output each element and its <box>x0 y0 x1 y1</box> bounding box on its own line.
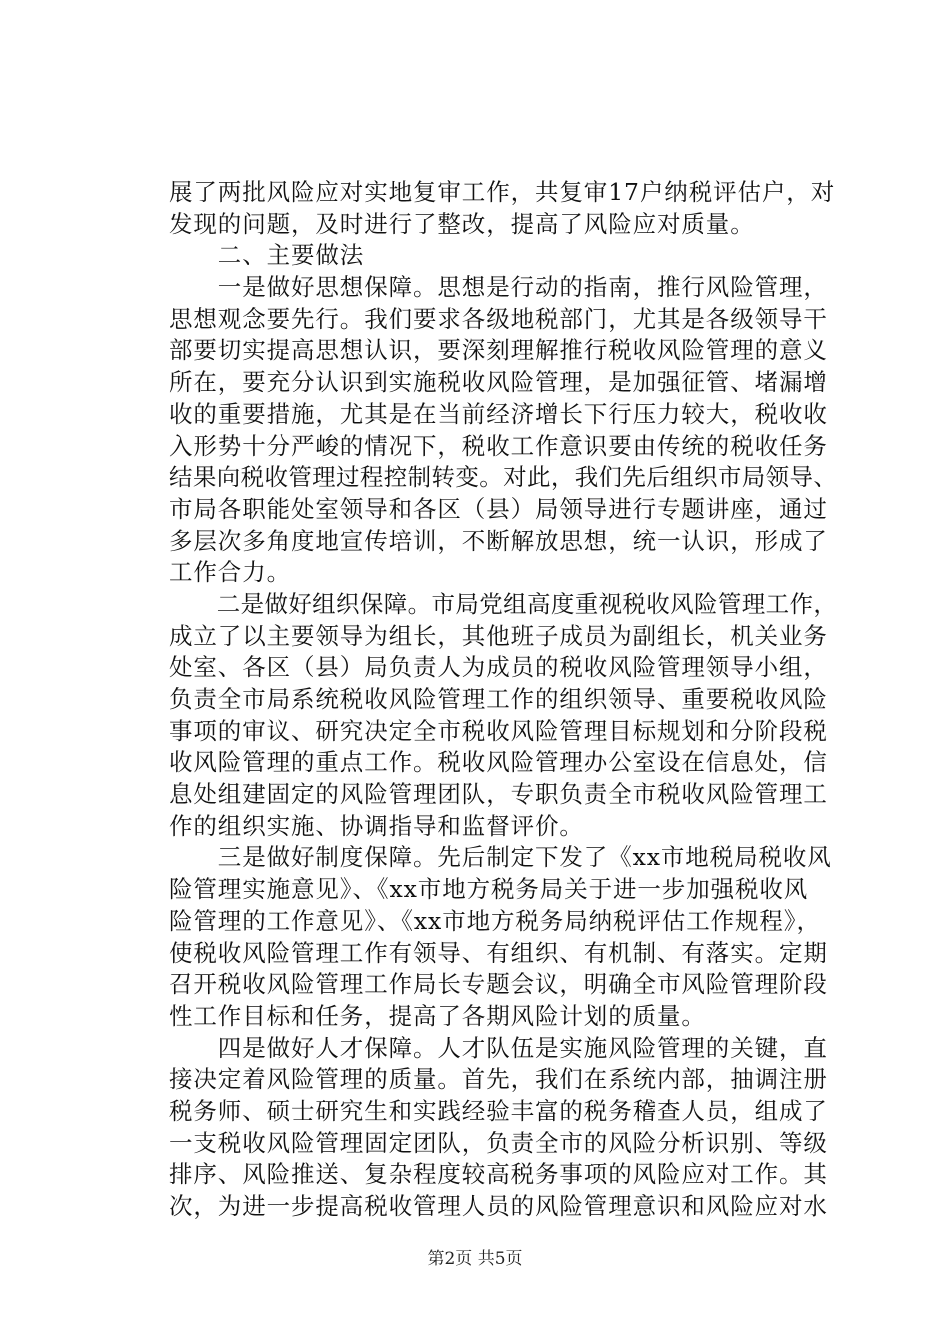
text-line: 一支税收风险管理固定团队，负责全市的风险分析识别、等级 <box>169 1128 828 1157</box>
text-line: 事项的审议、研究决定全市税收风险管理目标规划和分阶段税 <box>169 716 828 745</box>
text-line: 负责全市局系统税收风险管理工作的组织领导、重要税收风险 <box>169 685 828 713</box>
text-line: 收的重要措施，尤其是在当前经济增长下行压力较大，税收收 <box>169 399 828 428</box>
text-line: 险管理的工作意见》、《xx市地方税务局纳税评估工作规程》， <box>169 906 821 935</box>
text-line: 成立了以主要领导为组长，其他班子成员为副组长，机关业务 <box>169 621 828 650</box>
text-line: 险管理实施意见》、《xx市地方税务局关于进一步加强税收风 <box>169 875 809 904</box>
text-line: 税务师、硕士研究生和实践经验丰富的税务稽查人员，组成了 <box>169 1096 828 1125</box>
text-line: 入形势十分严峻的情况下，税收工作意识要由传统的税收任务 <box>169 431 828 460</box>
text-line: 接决定着风险管理的质量。首先，我们在系统内部，抽调注册 <box>169 1065 828 1094</box>
text-line: 次，为进一步提高税收管理人员的风险管理意识和风险应对水 <box>169 1192 828 1220</box>
text-line: 展了两批风险应对实地复审工作，共复审17户纳税评估户，对 <box>169 178 836 206</box>
text-line: 召开税收风险管理工作局长专题会议，明确全市风险管理阶段 <box>169 970 828 999</box>
text-line: 作的组织实施、协调指导和监督评价。 <box>169 811 584 840</box>
text-line: 性工作目标和任务，提高了各期风险计划的质量。 <box>169 1001 706 1030</box>
text-line: 三是做好制度保障。先后制定下发了《xx市地税局税收风 <box>169 843 832 872</box>
text-line: 工作合力。 <box>169 558 291 587</box>
text-line: 一是做好思想保障。思想是行动的指南，推行风险管理， <box>169 273 828 302</box>
text-line: 处室、各区（县）局负责人为成员的税收风险管理领导小组， <box>169 653 828 682</box>
page-number-footer: 第2页 共5页 <box>427 1249 523 1269</box>
text-line: 息处组建固定的风险管理团队，专职负责全市税收风险管理工 <box>169 780 828 809</box>
section-heading: 二、主要做法 <box>169 241 365 270</box>
text-line: 思想观念要先行。我们要求各级地税部门，尤其是各级领导干 <box>169 304 828 333</box>
text-line: 排序、风险推送、复杂程度较高税务事项的风险应对工作。其 <box>169 1160 828 1189</box>
text-line: 使税收风险管理工作有领导、有组织、有机制、有落实。定期 <box>169 938 828 967</box>
text-line: 市局各职能处室领导和各区（县）局领导进行专题讲座，通过 <box>169 494 828 523</box>
text-line: 发现的问题，及时进行了整改，提高了风险应对质量。 <box>169 209 755 238</box>
document-body <box>169 177 837 1223</box>
text-line: 多层次多角度地宣传培训，不断解放思想，统一认识，形成了 <box>169 526 828 555</box>
text-line: 四是做好人才保障。人才队伍是实施风险管理的关键，直 <box>169 1033 828 1062</box>
text-line: 部要切实提高思想认识，要深刻理解推行税收风险管理的意义 <box>169 336 828 365</box>
text-line: 收风险管理的重点工作。税收风险管理办公室设在信息处，信 <box>169 748 828 777</box>
text-line: 所在，要充分认识到实施税收风险管理，是加强征管、堵漏增 <box>169 368 828 397</box>
text-line: 二是做好组织保障。市局党组高度重视税收风险管理工作， <box>169 589 838 618</box>
text-line: 结果向税收管理过程控制转变。对此，我们先后组织市局领导、 <box>169 463 838 492</box>
